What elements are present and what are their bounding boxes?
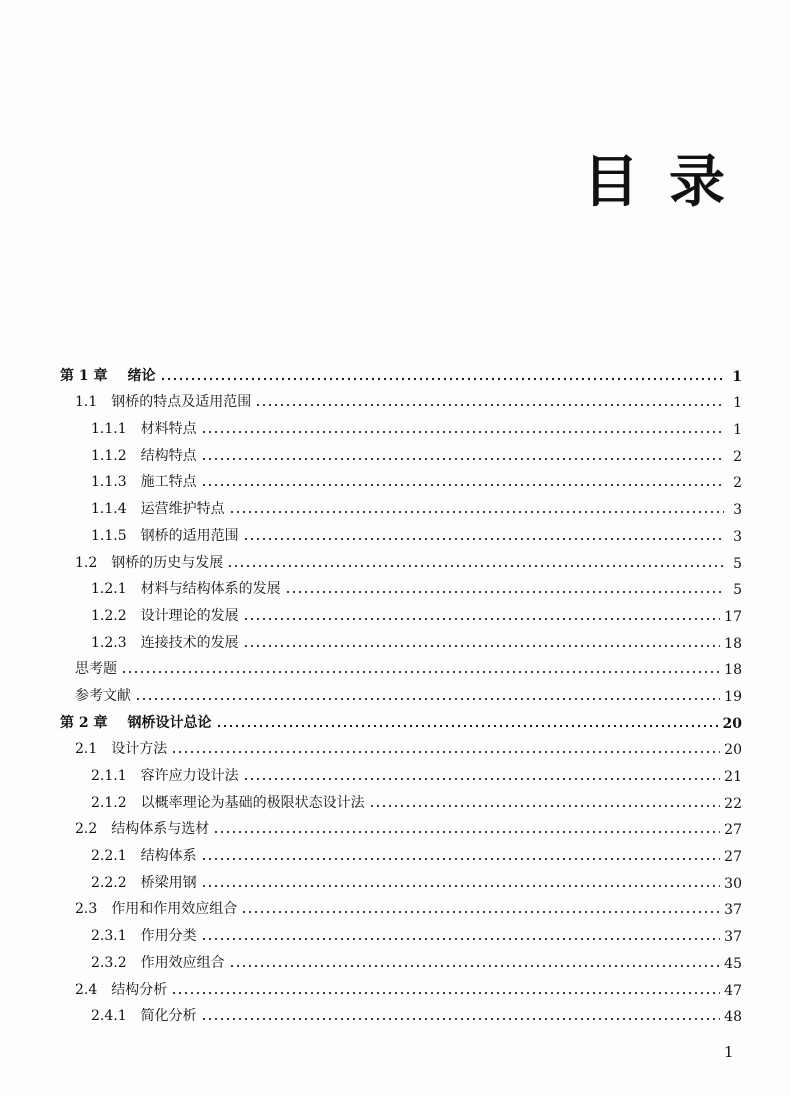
toc-entry-row[interactable] <box>60 785 742 812</box>
toc-page-number: 30 <box>724 875 742 892</box>
toc-dot-leader <box>243 776 721 782</box>
toc-label <box>91 445 197 465</box>
toc-label <box>75 738 167 758</box>
toc-page-number: 1 <box>732 368 742 385</box>
toc-section-title: 钢桥的历史与发展 <box>111 554 224 571</box>
toc-section-number: 1.2.1 <box>91 581 127 598</box>
toc-section-title: 简化分析 <box>140 1008 197 1025</box>
toc-entry-row[interactable] <box>60 491 742 518</box>
toc-page-number: 2 <box>733 448 742 465</box>
toc-page-number: 21 <box>724 769 742 785</box>
toc-page-number: 5 <box>733 555 742 572</box>
toc-page-number: 22 <box>724 795 742 812</box>
toc-section-number: 1.1.3 <box>91 474 127 491</box>
toc-section-title: 容许应力设计法 <box>140 768 239 784</box>
toc-section-number: 1.1.5 <box>91 527 127 544</box>
toc-section-number: 2.2.1 <box>91 848 127 865</box>
toc-page-number: 2 <box>733 475 742 492</box>
toc-dot-leader <box>171 990 720 996</box>
toc-label <box>91 578 281 598</box>
toc-section-number: 1.2.2 <box>91 607 127 624</box>
toc-page-number: 18 <box>724 662 742 679</box>
toc-dot-leader <box>201 856 721 862</box>
toc-section-title: 运营维护特点 <box>140 501 225 518</box>
toc-label <box>91 471 197 491</box>
toc-section-title: 材料与结构体系的发展 <box>140 581 281 598</box>
toc-label <box>91 605 239 625</box>
toc-dot-leader <box>201 1016 721 1022</box>
toc-dot-leader <box>243 616 721 622</box>
toc-label <box>91 525 239 545</box>
toc-page-number: 19 <box>724 688 742 705</box>
toc-dot-leader <box>201 883 721 889</box>
toc-label <box>60 365 156 385</box>
toc-label <box>75 898 237 918</box>
toc-entry-row[interactable] <box>60 678 742 705</box>
toc-section-title: 钢桥的特点及适用范围 <box>111 394 252 411</box>
toc-page-number: 48 <box>724 1009 742 1026</box>
toc-entry-row[interactable] <box>60 652 742 679</box>
toc-section-title: 设计理论的发展 <box>140 607 239 624</box>
toc-section-title: 结构体系 <box>140 848 197 865</box>
toc-section-number: 2.2 <box>75 821 98 838</box>
toc-entry-row[interactable] <box>60 892 742 919</box>
toc-section-number: 2.1.2 <box>91 794 127 811</box>
toc-section-number: 1.1 <box>75 394 98 411</box>
toc-dot-leader <box>201 456 724 462</box>
toc-dot-leader <box>216 723 719 729</box>
toc-section-number: 2.2.2 <box>91 874 127 891</box>
toc-section-title: 参考文献 <box>75 687 131 704</box>
toc-page-number: 20 <box>722 715 742 732</box>
toc-section-title: 施工特点 <box>140 474 197 491</box>
toc-section-title: 作用效应组合 <box>140 954 225 971</box>
toc-dot-leader <box>201 482 724 488</box>
table-of-contents <box>60 358 742 1025</box>
toc-dot-leader <box>160 376 725 382</box>
toc-entry-row[interactable] <box>60 945 742 972</box>
toc-section-number: 第 2 章 <box>60 714 108 731</box>
toc-label <box>75 658 117 678</box>
title-char-1: 目 <box>583 150 639 215</box>
toc-section-title: 作用分类 <box>140 928 197 945</box>
toc-entry-row[interactable] <box>60 411 742 438</box>
toc-entry-row[interactable] <box>60 732 742 759</box>
toc-label <box>91 632 239 652</box>
toc-dot-leader <box>229 509 724 515</box>
toc-dot-leader <box>243 536 724 542</box>
toc-section-title: 连接技术的发展 <box>140 634 239 651</box>
toc-section-title: 钢桥设计总论 <box>127 714 212 731</box>
toc-entry-row[interactable] <box>60 838 742 865</box>
toc-page-number: 20 <box>724 742 742 759</box>
toc-label <box>91 872 197 892</box>
toc-chapter-row[interactable] <box>60 358 742 385</box>
toc-label <box>91 845 197 865</box>
toc-dot-leader <box>171 749 720 755</box>
toc-section-number: 2.3.1 <box>91 928 127 945</box>
toc-dot-leader <box>201 429 724 435</box>
toc-page-number: 27 <box>724 849 742 866</box>
toc-section-title: 绪论 <box>127 367 156 384</box>
toc-entry-row[interactable] <box>60 465 742 492</box>
toc-dot-leader <box>121 669 720 675</box>
toc-label <box>91 418 197 438</box>
toc-entry-row[interactable] <box>60 918 742 945</box>
toc-page-number: 37 <box>724 929 742 946</box>
toc-page-number: 27 <box>724 822 742 839</box>
toc-page-number: 5 <box>733 582 742 599</box>
toc-label <box>75 685 131 705</box>
toc-entry-row[interactable] <box>60 865 742 892</box>
toc-label <box>91 925 197 945</box>
toc-section-number: 1.2 <box>75 554 98 571</box>
toc-label <box>75 818 209 838</box>
toc-section-number: 1.1.4 <box>91 501 127 518</box>
toc-page-number: 37 <box>724 902 742 919</box>
toc-entry-row[interactable] <box>60 758 742 785</box>
toc-dot-leader <box>241 909 720 915</box>
toc-section-title: 桥梁用钢 <box>140 874 197 891</box>
toc-section-title: 材料特点 <box>140 421 197 438</box>
toc-dot-leader <box>227 563 724 569</box>
toc-page-number: 17 <box>724 608 742 625</box>
toc-chapter-row[interactable] <box>60 705 742 732</box>
toc-entry-row[interactable] <box>60 972 742 999</box>
toc-section-title: 钢桥的适用范围 <box>140 527 239 544</box>
toc-label <box>91 1005 197 1025</box>
page-title <box>583 138 725 218</box>
toc-entry-row[interactable] <box>60 999 742 1026</box>
toc-page-number: 3 <box>733 528 742 545</box>
toc-section-title: 作用和作用效应组合 <box>111 901 238 918</box>
toc-entry-row[interactable] <box>60 545 742 572</box>
toc-page-number: 1 <box>733 395 742 412</box>
toc-label <box>91 792 365 812</box>
toc-section-number: 1.2.3 <box>91 634 127 651</box>
toc-section-number: 2.4.1 <box>91 1008 127 1025</box>
toc-section-title: 以概率理论为基础的极限状态设计法 <box>140 794 365 811</box>
toc-label <box>91 498 225 518</box>
toc-page-number: 18 <box>724 635 742 652</box>
toc-dot-leader <box>201 936 721 942</box>
toc-dot-leader <box>213 829 720 835</box>
toc-entry-row[interactable] <box>60 438 742 465</box>
toc-section-number: 第 1 章 <box>60 367 108 384</box>
toc-section-number: 2.3 <box>75 901 98 918</box>
toc-section-number: 2.3.2 <box>91 954 127 971</box>
toc-dot-leader <box>285 589 724 595</box>
toc-entry-row[interactable] <box>60 518 742 545</box>
toc-section-title: 设计方法 <box>111 741 168 758</box>
toc-dot-leader <box>135 696 720 702</box>
toc-label <box>75 552 223 572</box>
toc-page-number: 47 <box>724 982 742 999</box>
toc-entry-row[interactable] <box>60 812 742 839</box>
title-char-2: 录 <box>669 150 725 215</box>
toc-dot-leader <box>229 963 721 969</box>
toc-section-number: 1.1.1 <box>91 421 127 438</box>
toc-page-number: 45 <box>724 955 742 972</box>
toc-label <box>75 391 251 411</box>
toc-entry-row[interactable] <box>60 385 742 412</box>
toc-dot-leader <box>255 402 724 408</box>
toc-dot-leader <box>369 803 721 809</box>
toc-entry-row[interactable] <box>60 598 742 625</box>
toc-label <box>91 952 225 972</box>
toc-page-number: 3 <box>733 502 742 519</box>
page-number: 1 <box>724 1043 734 1061</box>
toc-section-title: 思考题 <box>75 661 117 678</box>
toc-label <box>91 765 239 785</box>
toc-section-title: 结构特点 <box>140 447 197 464</box>
toc-section-number: 2.4 <box>75 981 98 998</box>
toc-section-title: 结构分析 <box>111 981 168 998</box>
toc-page-number: 1 <box>733 422 742 439</box>
toc-section-number: 2.1.1 <box>91 768 127 784</box>
toc-entry-row[interactable] <box>60 625 742 652</box>
toc-label <box>75 979 167 999</box>
toc-dot-leader <box>243 643 721 649</box>
toc-section-number: 2.1 <box>75 741 98 758</box>
toc-entry-row[interactable] <box>60 572 742 599</box>
toc-section-title: 结构体系与选材 <box>111 821 210 838</box>
toc-label <box>60 712 212 732</box>
toc-section-number: 1.1.2 <box>91 447 127 464</box>
